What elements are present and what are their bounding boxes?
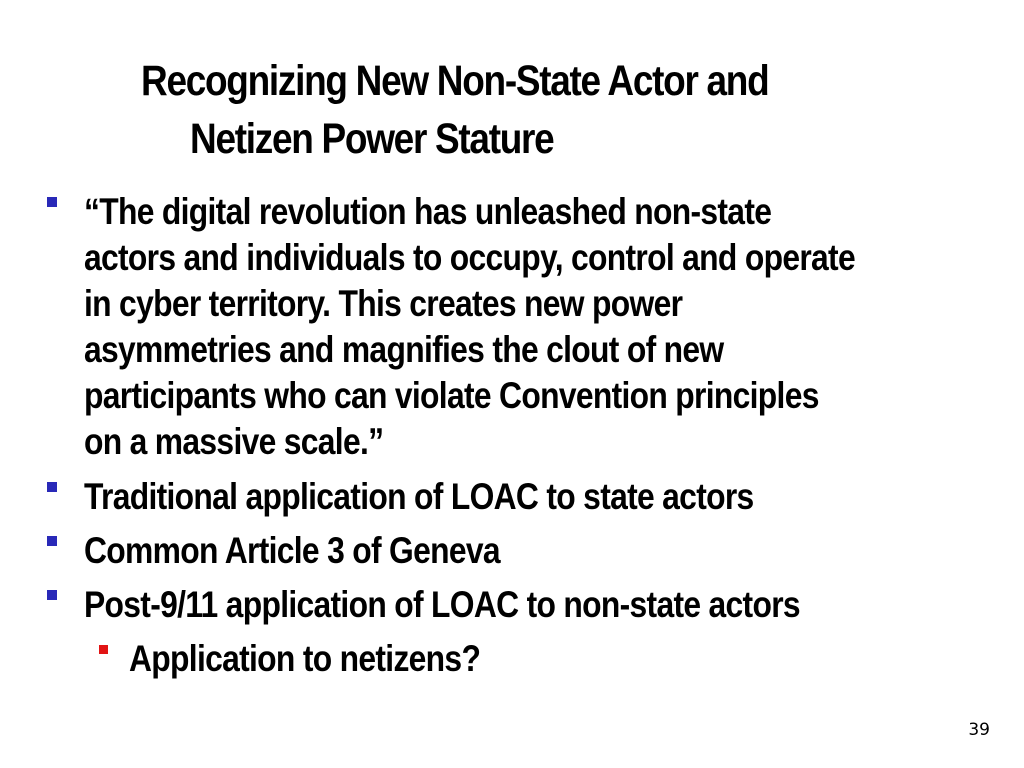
bullet-text: “The digital revolution has unleashed non-state actors and individuals to occupy, control and operate in cyber territory. This creates new power asymmetries and magnifies the clout of new participants who can violate Convention principles on a massive scale.” (84, 191, 855, 462)
bullet-text: Common Article 3 of Geneva (84, 530, 500, 571)
square-bullet-icon (47, 590, 57, 600)
square-bullet-icon (47, 536, 57, 546)
bullet-text: Post-9/11 application of LOAC to non-state actors (84, 584, 800, 625)
bullet-text: Application to netizens? (129, 638, 481, 679)
bullet-text: Traditional application of LOAC to state actors (84, 476, 754, 517)
square-bullet-icon (99, 645, 108, 654)
page-number: 39 (968, 720, 990, 740)
slide-title-line-1: Recognizing New Non-State Actor and (141, 57, 769, 105)
square-bullet-icon (47, 482, 57, 492)
slide-title-line-2: Netizen Power Stature (190, 115, 554, 163)
square-bullet-icon (47, 197, 57, 207)
